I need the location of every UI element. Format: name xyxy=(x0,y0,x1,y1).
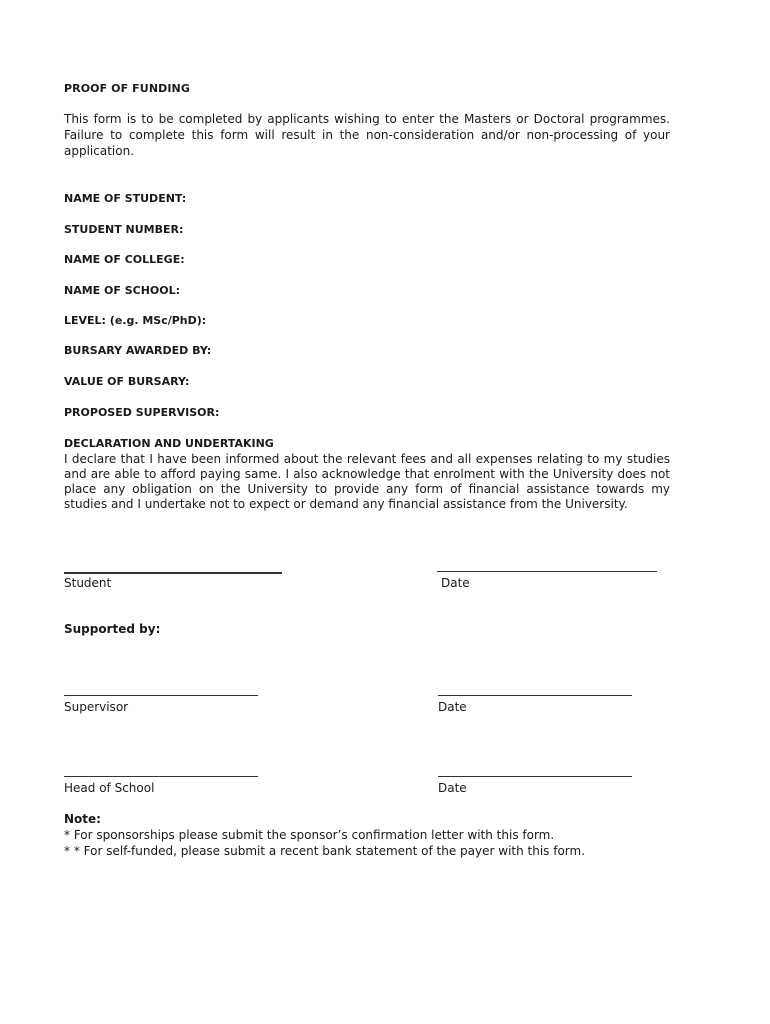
student-label: Student xyxy=(64,576,112,590)
student-date-line xyxy=(437,571,657,572)
field-label-name-of-school: NAME OF SCHOOL: xyxy=(64,284,181,297)
student-date-label: Date xyxy=(441,576,470,590)
field-label-name-of-student: NAME OF STUDENT: xyxy=(64,192,187,205)
supervisor-date-label: Date xyxy=(438,700,467,714)
field-label-bursary-awarded-by: BURSARY AWARDED BY: xyxy=(64,344,212,357)
field-label-level: LEVEL: (e.g. MSc/PhD): xyxy=(64,314,207,327)
student-signature-line xyxy=(64,572,282,574)
declaration-text: I declare that I have been informed about the relevant fees and all expenses relating to my studies and are able to afford paying same. I also acknowledge that enrolment with the University does not place any obligation on the University to provide any form of financial assistance towards my studies and I undertake not to expect or demand any financial assistance from the University. xyxy=(64,452,670,511)
supported-by-heading: Supported by: xyxy=(64,622,161,636)
declaration-heading: DECLARATION AND UNDERTAKING xyxy=(64,437,274,450)
field-label-student-number: STUDENT NUMBER: xyxy=(64,223,184,236)
field-label-value-of-bursary: VALUE OF BURSARY: xyxy=(64,375,190,388)
head-of-school-signature-line xyxy=(64,776,258,777)
note-line-sponsorship: * For sponsorships please submit the sponsor’s confirmation letter with this form. xyxy=(64,828,555,842)
head-of-school-date-line xyxy=(438,776,632,777)
head-of-school-date-label: Date xyxy=(438,781,467,795)
intro-paragraph: This form is to be completed by applicants wishing to enter the Masters or Doctoral programmes. Failure to complete this form will result in the non-consideration and/or non-processing of your application. xyxy=(64,112,670,158)
head-of-school-label: Head of School xyxy=(64,781,155,795)
field-label-name-of-college: NAME OF COLLEGE: xyxy=(64,253,185,266)
supervisor-label: Supervisor xyxy=(64,700,129,714)
field-label-proposed-supervisor: PROPOSED SUPERVISOR: xyxy=(64,406,220,419)
note-heading: Note: xyxy=(64,812,101,826)
note-line-self-funded: * * For self-funded, please submit a recent bank statement of the payer with this form. xyxy=(64,844,586,858)
document-title: PROOF OF FUNDING xyxy=(64,82,190,95)
supervisor-date-line xyxy=(438,695,632,696)
supervisor-signature-line xyxy=(64,695,258,696)
